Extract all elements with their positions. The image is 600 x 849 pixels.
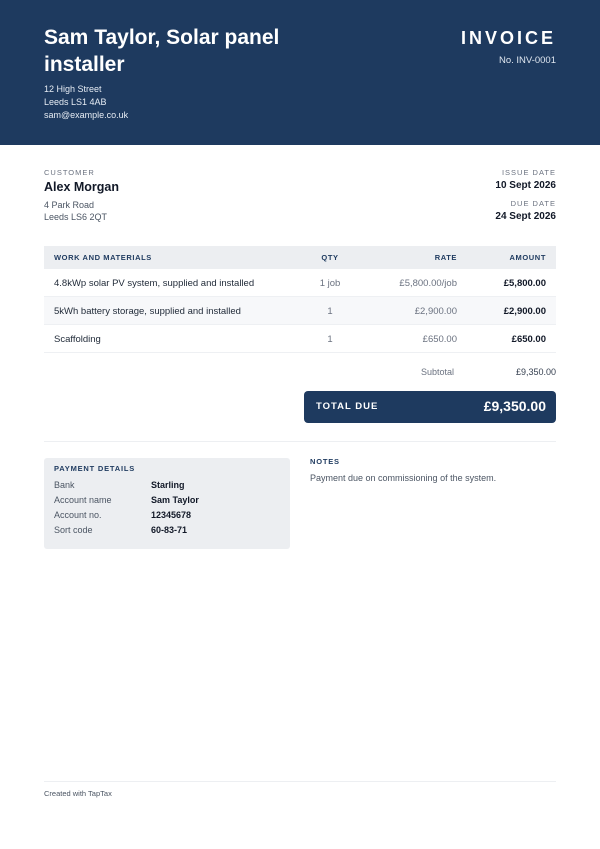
notes-text: Payment due on commissioning of the system. [310, 473, 497, 483]
issue-date-value: 10 Sept 2026 [495, 180, 556, 191]
payment-label: Account name [54, 495, 112, 505]
business-email: sam@example.co.uk [44, 110, 129, 120]
line-items-header [44, 246, 556, 269]
payment-details-title: PAYMENT DETAILS [54, 464, 136, 473]
column-header-description: WORK AND MATERIALS [54, 253, 152, 262]
table-row [44, 269, 556, 297]
item-description: 5kWh battery storage, supplied and installed [54, 306, 241, 317]
item-amount: £2,900.00 [503, 306, 546, 317]
column-header-amount: AMOUNT [509, 253, 546, 262]
total-due-label: TOTAL DUE [316, 401, 379, 412]
footer-credit: Created with TapTax [44, 789, 112, 798]
payment-value: Starling [151, 480, 185, 490]
customer-name: Alex Morgan [44, 180, 120, 194]
due-date-value: 24 Sept 2026 [495, 211, 556, 222]
customer-label: CUSTOMER [44, 168, 95, 177]
total-due-value: £9,350.00 [483, 398, 546, 414]
item-qty: 1 [327, 306, 333, 317]
item-qty: 1 [327, 334, 333, 345]
subtotal-value: £9,350.00 [515, 367, 556, 377]
subtotal-label: Subtotal [421, 367, 455, 377]
issue-date-block [495, 168, 556, 191]
payment-label: Bank [54, 480, 75, 490]
item-qty: 1 job [319, 278, 341, 289]
customer-address-line1: 4 Park Road [44, 200, 95, 210]
column-header-rate: RATE [434, 253, 457, 262]
payment-value: Sam Taylor [151, 495, 199, 505]
invoice-header [0, 0, 600, 145]
item-amount: £650.00 [511, 334, 546, 345]
payment-label: Account no. [54, 510, 102, 520]
payment-label: Sort code [54, 525, 93, 535]
item-description: Scaffolding [54, 334, 101, 345]
notes-title: NOTES [310, 457, 340, 466]
section-divider [44, 441, 556, 442]
business-address-line1: 12 High Street [44, 84, 102, 94]
item-amount: £5,800.00 [503, 278, 546, 289]
customer-address-line2: Leeds LS6 2QT [44, 211, 108, 222]
customer-address [44, 200, 107, 223]
due-date-block [495, 199, 556, 222]
item-rate: £2,900.00 [414, 306, 457, 317]
item-description: 4.8kWp solar PV system, supplied and installed [54, 278, 255, 289]
invoice-number: No. INV-0001 [498, 55, 556, 66]
footer-divider [44, 781, 556, 782]
due-date-label: DUE DATE [510, 199, 556, 208]
issue-date-label: ISSUE DATE [501, 168, 556, 177]
invoice-title: INVOICE [460, 28, 556, 48]
payment-value: 12345678 [151, 510, 192, 520]
table-row [44, 297, 556, 325]
payment-details-panel [44, 458, 290, 549]
item-rate: £650.00 [422, 334, 457, 345]
total-due-box [304, 391, 556, 423]
business-address [44, 83, 128, 122]
business-name: Sam Taylor, Solar panel installer [44, 26, 280, 76]
table-row [44, 325, 556, 353]
business-address-line2: Leeds LS1 4AB [44, 97, 107, 107]
column-header-qty: QTY [321, 253, 339, 262]
payment-value: 60-83-71 [151, 525, 188, 535]
item-rate: £5,800.00/job [399, 278, 457, 289]
